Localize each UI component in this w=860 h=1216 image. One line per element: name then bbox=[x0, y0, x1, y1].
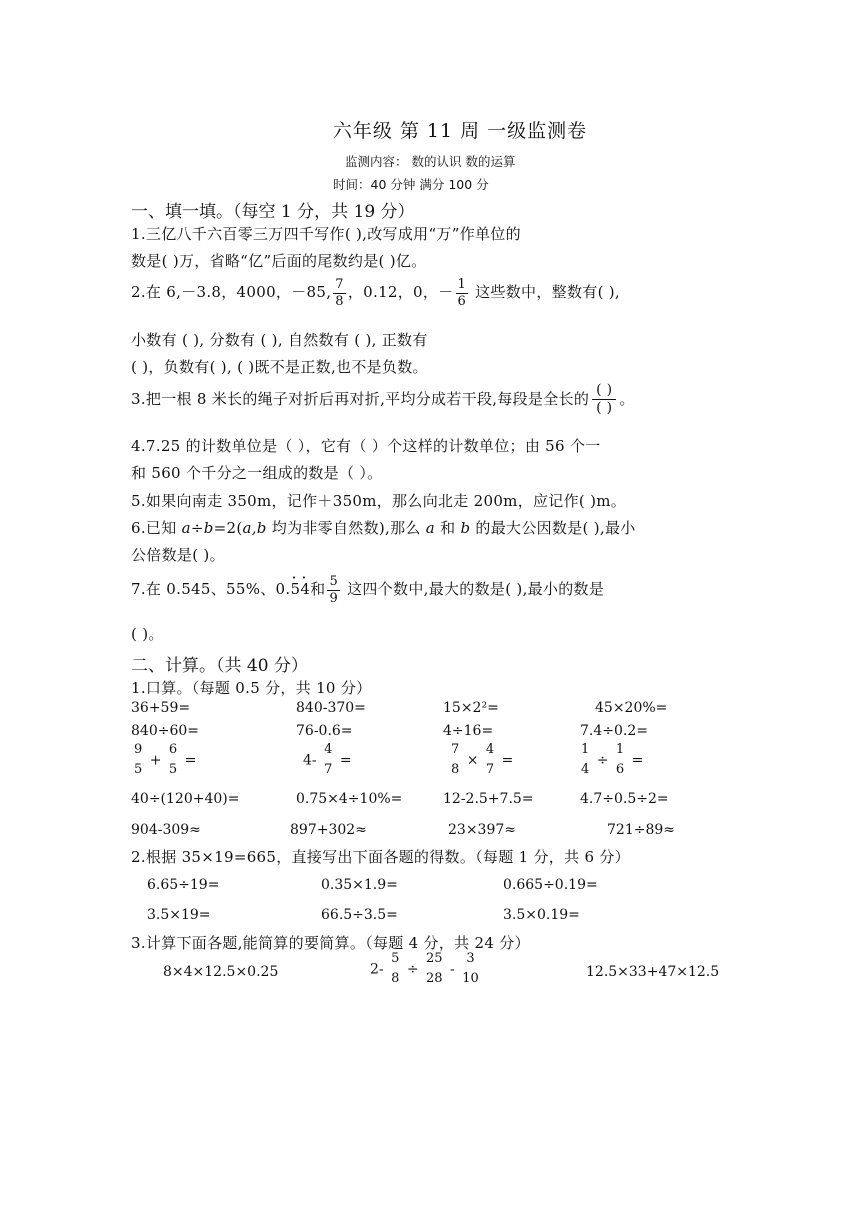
question4-line1: 4.7.25 的计数单位是（ ），它有（ ）个这样的计数单位；由 56 个一 bbox=[131, 437, 601, 455]
q2-pre: 2.在 6,－3.8，4000，－85, bbox=[131, 283, 332, 302]
fraction-denominator: 7 bbox=[485, 761, 495, 777]
oral-calc-fraction-2 bbox=[303, 743, 352, 778]
operator: + bbox=[149, 752, 162, 769]
q6-part-a: 6.已知 bbox=[131, 519, 182, 537]
q6-variables: a,b bbox=[242, 519, 267, 537]
question2-line1 bbox=[131, 278, 620, 308]
fraction-denominator: 7 bbox=[324, 761, 333, 777]
operator: ÷ bbox=[596, 752, 609, 769]
fraction-denominator: 28 bbox=[426, 970, 443, 986]
oral-calc-item: 12-2.5+7.5= bbox=[443, 791, 534, 807]
oral-calc-item: 36+59= bbox=[131, 700, 191, 716]
page-title: 六年级 第 11 周 一级监测卷 bbox=[332, 120, 588, 142]
operator: ÷ bbox=[406, 961, 419, 978]
q6-part-b: =2( bbox=[213, 519, 243, 537]
question5: 5.如果向南走 350m，记作＋350m，那么向北走 200m，应记作( )m。 bbox=[131, 492, 627, 510]
fraction bbox=[134, 743, 142, 778]
repeating-digit-4: · 4 bbox=[300, 580, 310, 598]
fraction-numerator: 6 bbox=[168, 742, 178, 757]
fraction-denominator: 4 bbox=[581, 761, 590, 777]
derived-calc-item: 3.5×0.19= bbox=[503, 907, 580, 923]
q6-part-e: 的最大公因数是( ),最小 bbox=[470, 519, 636, 537]
subsection3-heading: 3.计算下面各题,能简算的要简算。（每题 4 分，共 24 分） bbox=[131, 934, 530, 952]
oral-calc-item: 4.7÷0.5÷2= bbox=[580, 791, 669, 807]
derived-calc-item: 66.5÷3.5= bbox=[321, 907, 398, 923]
operator: - bbox=[450, 961, 455, 978]
oral-calc-item: 15×2²= bbox=[443, 700, 499, 716]
q2-post: 这些数中，整数有( ), bbox=[470, 283, 621, 302]
question1-line2: 数是( )万，省略“亿”后面的尾数约是( )亿。 bbox=[131, 252, 427, 270]
fraction-numerator: 5 bbox=[391, 951, 400, 966]
oral-calc-fraction-4 bbox=[578, 743, 643, 778]
fraction-denominator: 5 bbox=[134, 761, 143, 777]
oral-calc-item: 840-370= bbox=[296, 700, 366, 716]
oral-calc-item: 76-0.6= bbox=[296, 723, 353, 739]
equals: = bbox=[501, 752, 514, 769]
oral-calc-fraction-3 bbox=[448, 743, 513, 778]
fraction-numerator: 4 bbox=[324, 742, 333, 757]
fraction bbox=[616, 743, 624, 778]
oral-calc-item: 45×20%= bbox=[595, 700, 668, 716]
compute-expression-1: 8×4×12.5×0.25 bbox=[163, 964, 279, 980]
derived-calc-item: 6.65÷19= bbox=[147, 877, 220, 893]
q6-expression: a÷b bbox=[181, 519, 214, 537]
estimate-item: 721÷89≈ bbox=[607, 822, 675, 838]
fraction-numerator: 1 bbox=[615, 742, 625, 757]
oral-calc-item: 7.4÷0.2= bbox=[580, 723, 648, 739]
q3-end: 。 bbox=[619, 389, 635, 408]
q7-pre: 7.在 0.545、55%、0. bbox=[131, 580, 291, 599]
fraction-numerator: 25 bbox=[426, 951, 443, 966]
q6-part-d: 和 bbox=[435, 519, 461, 537]
fraction-numerator: 1 bbox=[457, 277, 467, 292]
question4-line2: 和 560 个千分之一组成的数是（ ）。 bbox=[131, 464, 383, 482]
fraction-5-9 bbox=[327, 575, 340, 605]
derived-calc-item: 0.35×1.9= bbox=[321, 877, 398, 893]
repeating-digit-5: · 5 bbox=[290, 580, 300, 598]
fraction bbox=[426, 952, 443, 987]
subsection2-heading: 2.根据 35×19=665，直接写出下面各题的得数。（每题 1 分，共 6 分） bbox=[131, 848, 630, 866]
fraction-denominator: 9 bbox=[329, 590, 339, 606]
oral-calc-item: 840÷60= bbox=[131, 723, 199, 739]
oral-calc-item: 40÷(120+40)= bbox=[131, 791, 240, 807]
q2-mid: ，0.12，0，－ bbox=[347, 283, 454, 302]
fraction-denominator: 5 bbox=[168, 761, 178, 777]
derived-calc-item: 0.665÷0.19= bbox=[503, 877, 598, 893]
oral-calc-fraction-1 bbox=[131, 743, 196, 778]
fraction-numerator: 1 bbox=[581, 742, 590, 757]
fraction-numerator: 7 bbox=[335, 277, 344, 292]
section2-heading: 二、计算。（共 40 分） bbox=[131, 656, 308, 676]
fraction bbox=[462, 952, 479, 987]
question6-line2: 公倍数是( )。 bbox=[131, 546, 225, 564]
estimate-item: 897+302≈ bbox=[290, 822, 367, 838]
oral-calc-item: 4÷16= bbox=[443, 723, 494, 739]
calc-prefix: 4- bbox=[303, 752, 317, 769]
fraction-denominator: 6 bbox=[615, 761, 625, 777]
estimate-item: 23×397≈ bbox=[448, 822, 516, 838]
q7-post: 这四个数中,最大的数是( ),最小的数是 bbox=[342, 580, 605, 599]
expression-prefix: 2- bbox=[370, 961, 384, 978]
fraction bbox=[169, 743, 177, 778]
fraction-1-6 bbox=[456, 278, 469, 308]
q6-var-a: a bbox=[425, 519, 436, 537]
question1-line1: 1.三亿八千六百零三万四千写作( ),改写成用“万”作单位的 bbox=[131, 225, 521, 243]
fraction-numerator: 3 bbox=[466, 951, 475, 966]
fraction-numerator: 4 bbox=[485, 742, 495, 757]
time-label: 时间：40 分钟 满分 100 分 bbox=[333, 177, 489, 192]
answer-fraction-blank bbox=[592, 383, 616, 417]
question3 bbox=[131, 383, 635, 417]
q3-text: 3.把一根 8 米长的绳子对折后再对折,平均分成若干段,每段是全长的 bbox=[131, 389, 590, 408]
equals: = bbox=[184, 752, 197, 769]
fraction-denominator: 6 bbox=[457, 293, 467, 309]
fraction-numerator: 5 bbox=[329, 574, 339, 589]
equals: = bbox=[339, 752, 352, 769]
fraction-denominator: 8 bbox=[451, 761, 460, 777]
oral-calc-item: 0.75×4÷10%= bbox=[296, 791, 403, 807]
fraction-denominator: 8 bbox=[335, 293, 344, 309]
fraction bbox=[451, 743, 459, 778]
fraction-denominator: 8 bbox=[391, 970, 400, 986]
question7-line2: ( )。 bbox=[131, 625, 164, 643]
fraction bbox=[486, 743, 494, 778]
estimate-item: 904-309≈ bbox=[131, 822, 201, 838]
question7-line1 bbox=[131, 575, 604, 605]
question6-line1 bbox=[131, 517, 636, 538]
blank-denominator: ( ) bbox=[596, 400, 613, 417]
fraction-numerator: 9 bbox=[134, 742, 143, 757]
operator: × bbox=[466, 752, 479, 769]
blank-numerator: ( ) bbox=[592, 383, 616, 400]
fraction-7-8 bbox=[333, 278, 346, 308]
compute-expression-3: 12.5×33+47×12.5 bbox=[586, 964, 720, 980]
question2-line2: 小数有 ( ), 分数有 ( ), 自然数有 ( ), 正数有 bbox=[131, 331, 428, 349]
compute-expression-2 bbox=[370, 952, 482, 987]
content-label: 监测内容： 数的认识 数的运算 bbox=[345, 154, 516, 169]
q6-var-b: b bbox=[460, 519, 471, 537]
equals: = bbox=[631, 752, 644, 769]
fraction bbox=[581, 743, 589, 778]
fraction-numerator: 7 bbox=[451, 742, 460, 757]
subsection1-heading: 1.口算。（每题 0.5 分，共 10 分） bbox=[131, 679, 372, 697]
question2-line3: ( )，负数有( ), ( )既不是正数,也不是负数。 bbox=[131, 358, 428, 376]
section1-heading: 一、填一填。（每空 1 分，共 19 分） bbox=[131, 202, 415, 222]
fraction bbox=[324, 743, 332, 778]
q7-and: 和 bbox=[310, 580, 326, 599]
fraction-denominator: 10 bbox=[462, 970, 479, 986]
derived-calc-item: 3.5×19= bbox=[147, 907, 211, 923]
fraction bbox=[391, 952, 399, 987]
q6-part-c: 均为非零自然数),那么 bbox=[266, 519, 426, 537]
